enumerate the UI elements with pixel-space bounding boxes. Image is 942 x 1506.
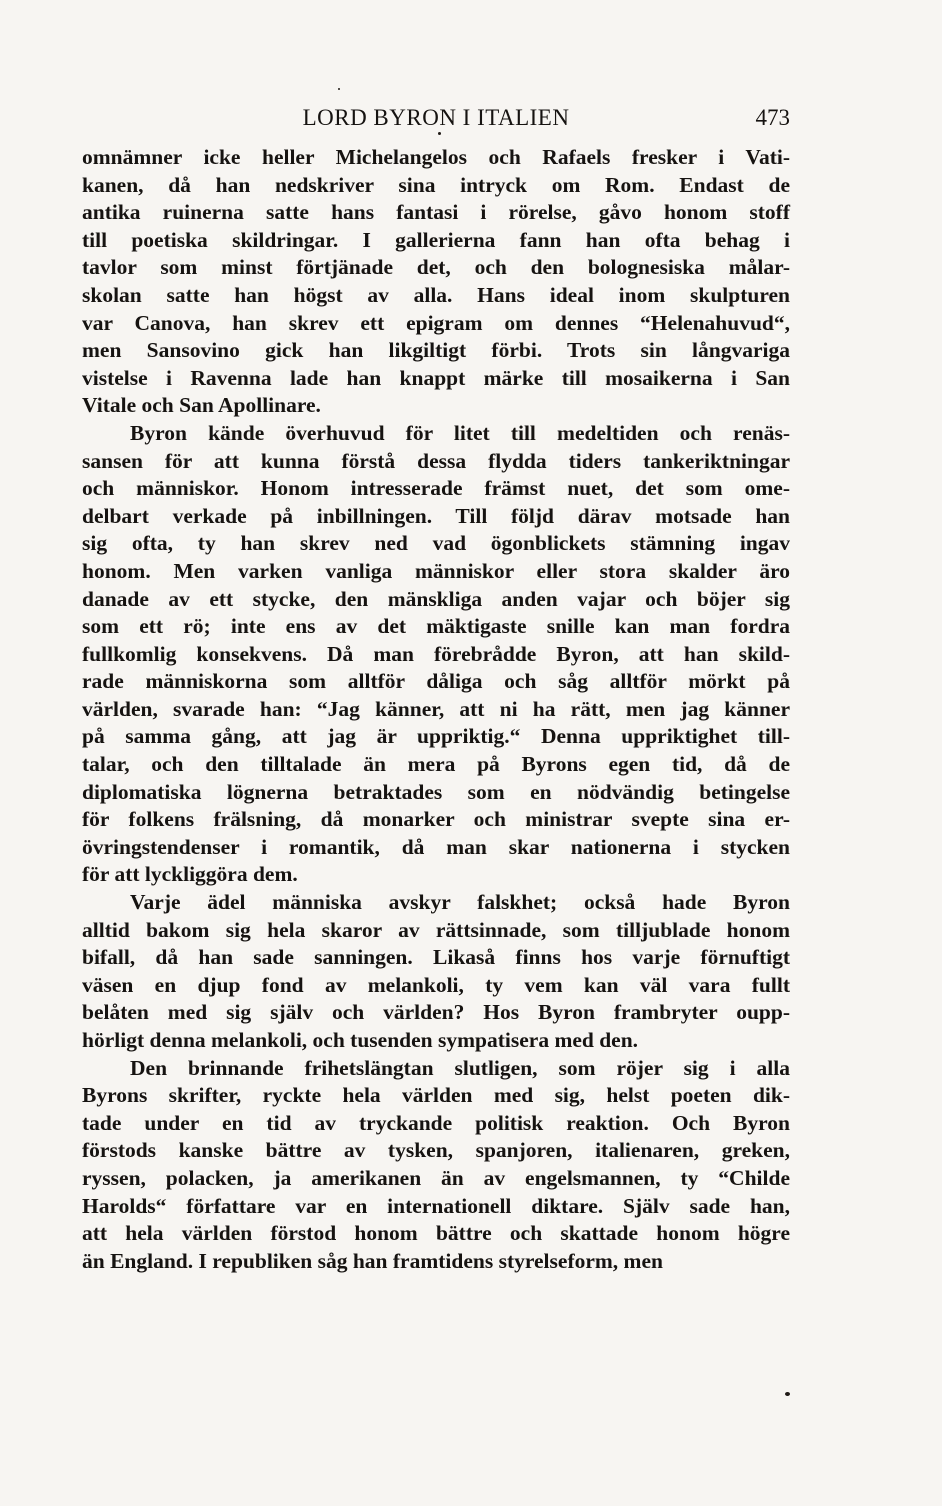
running-title: LORD BYRON I ITALIEN — [302, 105, 570, 130]
paragraph — [82, 420, 790, 889]
text-line: honom. Men varken vanliga människor eller stora skalder äro — [82, 558, 790, 583]
text-line: sig ofta, ty han skrev ned vad ögonblickets stämning ingav — [82, 531, 790, 556]
paragraph — [82, 889, 790, 1055]
text-line: Den brinnande frihetslängtan slutligen, som röjer sig i alla — [130, 1055, 790, 1080]
text-line: kanen, då han nedskriver sina intryck om Rom. Endast de — [82, 172, 790, 197]
text-line: antika ruinerna satte hans fantasi i rörelse, gåvo honom stoff — [82, 200, 790, 225]
text-line: alltid bakom sig hela skaror av rättsinnade, som tilljublade honom — [82, 917, 790, 942]
text-line: fullkomlig konsekvens. Då man förebrådde Byron, att han skild- — [82, 641, 790, 666]
text-line: vistelse i Ravenna lade han knappt märke till mosaikerna i San — [82, 365, 790, 390]
text-line: väsen en djup fond av melankoli, ty vem kan väl vara fullt — [82, 972, 790, 997]
text-line: Harolds“ författare var en internationell diktare. Själv sade han, — [82, 1193, 790, 1218]
text-line: sansen för att kunna förstå dessa flydda tiders tankeriktningar — [82, 448, 790, 473]
text-line: som ett rö; inte ens av det mäktigaste snille kan man fordra — [82, 614, 790, 639]
text-line: omnämner icke heller Michelangelos och Rafaels fresker i Vati- — [82, 145, 790, 169]
text-line: Byron kände överhuvud för litet till medeltiden och renäs- — [130, 420, 790, 445]
text-line: till poetiska skildringar. I gallerierna fann han ofta behag i — [82, 227, 790, 252]
text-line: diplomatiska lögnerna betraktades som en nödvändig betingelse — [82, 779, 790, 804]
scan-speck — [785, 1392, 790, 1396]
text-line: skolan satte han högst av alla. Hans ideal inom skulpturen — [82, 282, 790, 307]
text-line: Byrons skrifter, ryckte hela världen med sig, helst poeten dik- — [82, 1083, 790, 1108]
text-line: än England. I republiken såg han framtidens styrelseform, men — [82, 1248, 663, 1273]
paragraph — [82, 144, 790, 420]
text-line: Varje ädel människa avskyr falskhet; också hade Byron — [130, 890, 790, 915]
text-line: var Canova, han skrev ett epigram om dennes “Helenahuvud“, — [82, 310, 790, 335]
text-line: Vitale och San Apollinare. — [82, 393, 321, 418]
text-line: och människor. Honom intresserade främst nuet, det som ome- — [82, 476, 790, 501]
text-line: talar, och den tilltalade än mera på Byrons egen tid, då de — [82, 752, 790, 777]
text-line: tade under en tid av tryckande politisk reaktion. Och Byron — [82, 1110, 790, 1135]
text-line: tavlor som minst förtjänade det, och den bolognesiska målar- — [82, 255, 790, 280]
page-number: 473 — [755, 105, 790, 130]
text-line: men Sansovino gick han likgiltigt förbi. Trots sin långvariga — [82, 338, 790, 363]
text-line: för att lyckliggöra dem. — [82, 862, 298, 887]
scan-speck — [438, 132, 441, 135]
text-line: för folkens frälsning, då monarker och ministrar svepte sina er- — [82, 807, 790, 832]
text-line: att hela världen förstod honom bättre och skattade honom högre — [82, 1221, 790, 1246]
text-line: belåten med sig själv och världen? Hos Byron frambryter oupp- — [82, 1000, 790, 1025]
paragraph — [82, 1055, 790, 1276]
text-line: bifall, då han sade sanningen. Likaså finns hos varje förnuftigt — [82, 945, 790, 970]
text-line: förstods kanske bättre av tysken, spanjoren, italienaren, greken, — [82, 1138, 790, 1163]
scan-speck — [338, 88, 340, 90]
text-line: danade av ett stycke, den mänskliga anden vajar och böjer sig — [82, 586, 790, 611]
text-line: världen, svarade han: “Jag känner, att ni ha rätt, men jag känner — [82, 696, 790, 721]
text-line: på samma gång, att jag är uppriktig.“ Denna uppriktighet till- — [82, 724, 790, 749]
text-line: rade människorna som alltför dåliga och såg alltför mörkt på — [82, 669, 790, 694]
text-line: delbart verkade på inbillningen. Till följd därav motsade han — [82, 503, 790, 528]
text-line: ryssen, polacken, ja amerikanen än av engelsmannen, ty “Childe — [82, 1165, 790, 1190]
body-text — [82, 144, 790, 1275]
text-line: övringstendenser i romantik, då man skar nationerna i stycken — [82, 834, 790, 859]
text-line: hörligt denna melankoli, och tusenden sympatisera med den. — [82, 1028, 639, 1052]
running-head — [82, 100, 790, 136]
